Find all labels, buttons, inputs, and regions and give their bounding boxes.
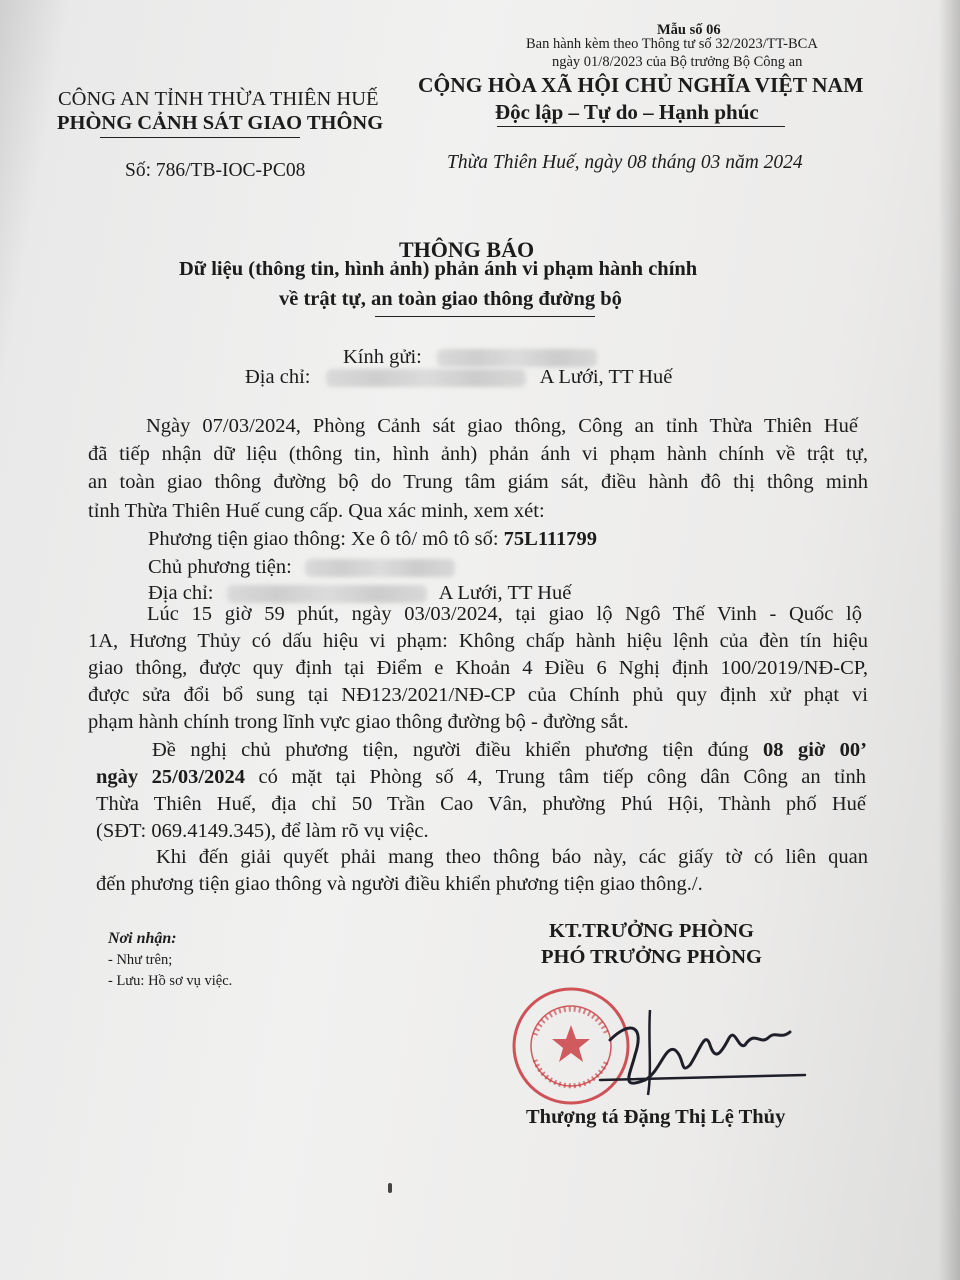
appointment-time: 08 giờ 00’ [763, 739, 868, 761]
body-p1-line-2: đã tiếp nhận dữ liệu (thông tin, hình ảnh) phản ánh vi phạm hành chính về trật tự, [88, 443, 868, 465]
vehicle-plate: 75L111799 [503, 528, 598, 550]
recipients-title: Nơi nhận: [108, 930, 177, 947]
agency-name: PHÒNG CẢNH SÁT GIAO THÔNG [57, 112, 384, 134]
body-p1-line-3: an toàn giao thông đường bộ do Trung tâm giám sát, điều hành đô thị thông minh [88, 471, 868, 493]
form-issued-line-2: ngày 01/8/2023 của Bộ trưởng Bộ Công an [552, 54, 803, 70]
body-p1-line-1: Ngày 07/03/2024, Phòng Cảnh sát giao thông, Công an tỉnh Thừa Thiên Huế [146, 415, 858, 437]
handwritten-signature [590, 1000, 810, 1100]
body-p3-line-3: Thừa Thiên Huế, địa chỉ 50 Trần Cao Vân, phường Phú Hội, Thành phố Huế [96, 793, 866, 815]
body-p1-line-4: tỉnh Thừa Thiên Huế cung cấp. Qua xác minh, xem xét: [88, 500, 545, 522]
redacted-recipient-name [437, 349, 597, 367]
body-p3-line-1 [152, 739, 867, 762]
owner-label: Chủ phương tiện: [148, 556, 292, 578]
recipient-address-label: Địa chỉ: [245, 366, 311, 388]
body-p2-line-2: 1A, Hương Thủy có dấu hiệu vi phạm: Không chấp hành hiệu lệnh của đèn tín hiệu [88, 630, 868, 652]
title-underline [375, 316, 595, 317]
signer-role-1: KT.TRƯỞNG PHÒNG [549, 920, 754, 942]
recipient-label: Kính gửi: [343, 346, 422, 368]
paper-speck [388, 1183, 392, 1193]
document-subtitle-line-1: Dữ liệu (thông tin, hình ảnh) phản ánh vi phạm hành chính [179, 258, 698, 280]
body-p2-line-3: giao thông, được quy định tại Điểm e Khoản 4 Điều 6 Nghị định 100/2019/NĐ-CP, [88, 657, 868, 679]
redacted-owner-name [305, 559, 455, 577]
motto-underline [497, 126, 785, 127]
body-p4-line-2: đến phương tiện giao thông và người điều khiển phương tiện giao thông./. [96, 873, 703, 895]
recipient-address-visible: A Lưới, TT Huế [539, 366, 673, 388]
appointment-date: ngày 25/03/2024 [96, 766, 246, 788]
redacted-owner-address [227, 585, 427, 603]
nation-motto: Độc lập – Tự do – Hạnh phúc [495, 100, 759, 124]
vehicle-label: Phương tiện giao thông: Xe ô tô/ mô tô số: [148, 528, 499, 550]
recipient-item-1: - Như trên; [108, 952, 173, 968]
vehicle-line [148, 528, 928, 551]
document-title: THÔNG BÁO [399, 237, 535, 262]
agency-underline [100, 137, 300, 138]
owner-address-line [148, 582, 928, 605]
body-p3-line-2-text: có mặt tại Phòng số 4, Trung tâm tiếp công dân Công an tỉnh [258, 766, 866, 788]
body-p3-line-1-text: Đề nghị chủ phương tiện, người điều khiển phương tiện đúng [152, 739, 749, 761]
place-date: Thừa Thiên Huế, ngày 08 tháng 03 năm 2024 [447, 152, 803, 173]
body-p3-line-4: (SĐT: 069.4149.345), để làm rõ vụ việc. [96, 820, 429, 842]
recipient-item-2: - Lưu: Hồ sơ vụ việc. [108, 973, 233, 989]
body-p2-line-1: Lúc 15 giờ 59 phút, ngày 03/03/2024, tại giao lộ Ngô Thế Vinh - Quốc lộ [147, 603, 862, 625]
recipient-address-line [245, 366, 672, 389]
body-p2-line-5: phạm hành chính trong lĩnh vực giao thông đường bộ - đường sắt. [88, 711, 629, 733]
body-p3-line-2 [96, 766, 866, 789]
body-p2-line-4: được sửa đổi bổ sung tại NĐ123/2021/NĐ-CP của Chính phủ quy định xử phạt vi [88, 684, 868, 706]
signer-name: Thượng tá Đặng Thị Lệ Thủy [526, 1106, 786, 1128]
owner-address-label: Địa chỉ: [148, 582, 214, 604]
owner-line [148, 556, 928, 579]
form-issued-line-1: Ban hành kèm theo Thông tư số 32/2023/TT-BCA [526, 36, 818, 52]
agency-parent: CÔNG AN TỈNH THỪA THIÊN HUẾ [58, 88, 379, 110]
owner-address-visible: A Lưới, TT Huế [438, 582, 572, 604]
document-number: Số: 786/TB-IOC-PC08 [125, 160, 306, 181]
form-number: Mẫu số 06 [657, 22, 721, 38]
body-p4-line-1: Khi đến giải quyết phải mang theo thông báo này, các giấy tờ có liên quan [156, 846, 868, 868]
redacted-recipient-address [326, 369, 526, 387]
nation-name: CỘNG HÒA XÃ HỘI CHỦ NGHĨA VIỆT NAM [418, 73, 864, 97]
signer-role-2: PHÓ TRƯỞNG PHÒNG [541, 946, 762, 968]
document-subtitle-line-2: về trật tự, an toàn giao thông đường bộ [279, 288, 622, 310]
